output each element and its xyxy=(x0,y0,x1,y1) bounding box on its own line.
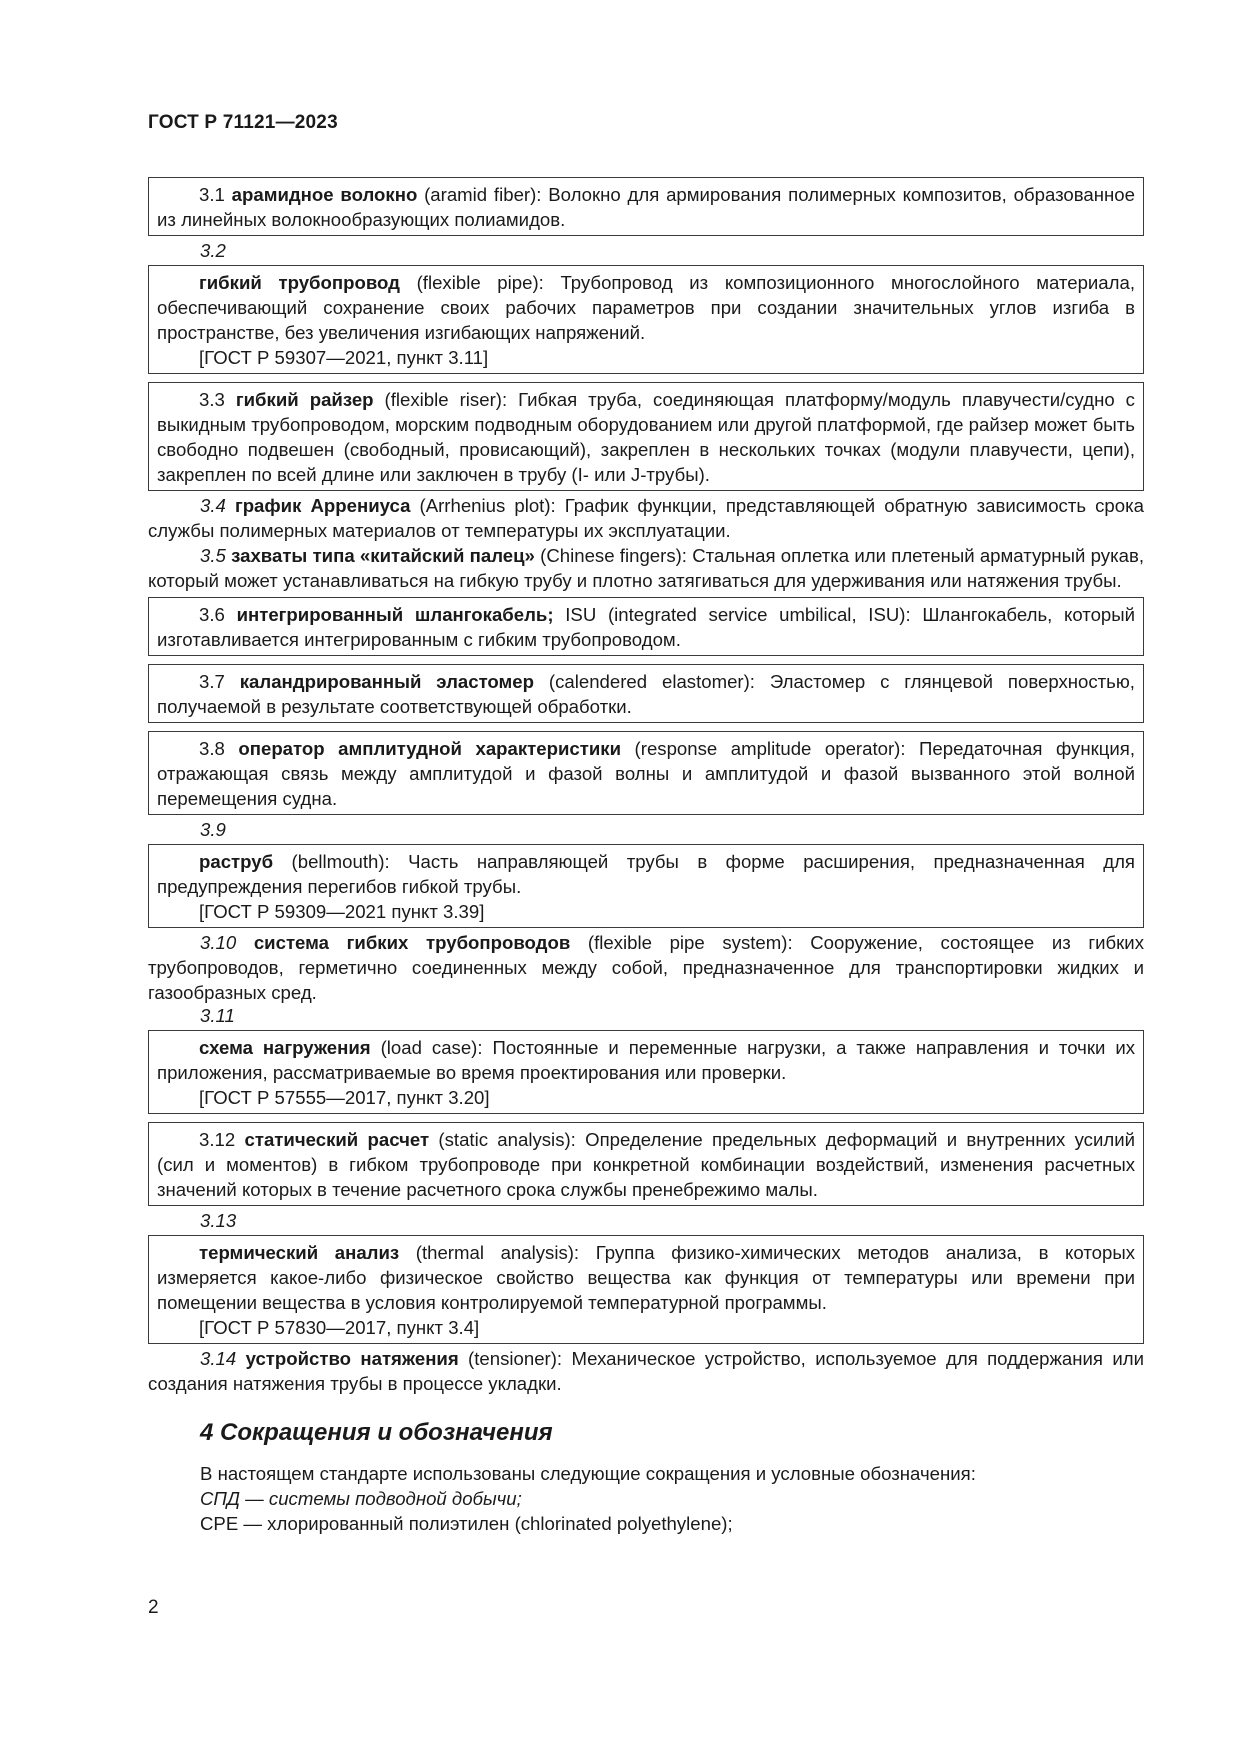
term-name: статический расчет xyxy=(244,1129,430,1150)
term-definition: (flexible pipe system): Сооружение, состоящее из гибких трубопроводов, герметично соединенных между собой, предназначенное для транспортировки жидких и газообразных сред. xyxy=(148,932,1144,1003)
term-name: интегрированный шлангокабель; xyxy=(236,604,554,625)
term-box-3-11 xyxy=(148,1030,1144,1114)
term-plain-3-4 xyxy=(148,493,1144,593)
term-box-3-9 xyxy=(148,844,1144,928)
term-name: термический анализ xyxy=(199,1242,400,1263)
term-definition: (flexible pipe): Трубопровод из композиционного многослойного материала, обеспечивающий сохранение своих рабочих параметров при создании значительных углов изгиба в пространстве, без увеличения изгибающих напряжений. xyxy=(157,272,1135,343)
abbreviations-intro: В настоящем стандарте использованы следующие сокращения и условные обозначения: xyxy=(200,1463,976,1484)
term-paragraph xyxy=(157,602,1135,652)
term-paragraph xyxy=(157,182,1135,232)
term-number-3-2: 3.2 xyxy=(200,240,226,261)
term-name: гибкий трубопровод xyxy=(199,272,400,293)
term-name: арамидное волокно xyxy=(231,184,418,205)
term-reference: [ГОСТ Р 57830—2017, пункт 3.4] xyxy=(199,1317,480,1338)
term-name: раструб xyxy=(199,851,274,872)
section-4-title: 4 Сокращения и обозначения xyxy=(200,1419,553,1446)
term-paragraph xyxy=(157,849,1135,899)
term-name: устройство натяжения xyxy=(245,1348,459,1369)
term-definition: (calendered elastomer): Эластомер с глянцевой поверхностью, получаемой в результате соответствующей обработки. xyxy=(157,671,1135,717)
term-paragraph xyxy=(157,736,1135,811)
abbreviation-item: CPE — хлорированный полиэтилен (chlorinated polyethylene); xyxy=(200,1513,733,1534)
term-definition: (Arrhenius plot): График функции, представляющей обратную зависимость срока службы полимерных материалов от температуры их эксплуатации. xyxy=(148,495,1144,541)
term-definition: (static analysis): Определение предельных деформаций и внутренних усилий (сил и моментов) в гибком трубопроводе при конкретной комбинации воздействий, изменения расчетных значений которых в течение расчетного срока службы пренебрежимо малы. xyxy=(157,1129,1135,1200)
term-definition: (response amplitude operator): Передаточная функция, отражающая связь между амплитудой и фазой волны и амплитудой и фазой вызванного этой волной перемещения судна. xyxy=(157,738,1135,809)
term-name: гибкий райзер xyxy=(235,389,374,410)
term-number: 3.10 xyxy=(200,932,237,953)
term-name: схема нагружения xyxy=(199,1037,371,1058)
term-box-3-8 xyxy=(148,731,1144,815)
term-number: 3.4 xyxy=(200,495,226,516)
term-number: 3.14 xyxy=(200,1348,237,1369)
term-paragraph xyxy=(148,930,1144,1005)
term-number-3-11: 3.11 xyxy=(200,1005,235,1026)
term-number: 3.3 xyxy=(199,389,225,410)
abbreviation-item: СПД — системы подводной добычи; xyxy=(200,1488,522,1509)
term-definition: (bellmouth): Часть направляющей трубы в форме расширения, предназначенная для предупреждения перегибов гибкой трубы. xyxy=(157,851,1135,897)
term-number: 3.5 xyxy=(200,545,226,566)
term-name: система гибких трубопроводов xyxy=(253,932,571,953)
term-box-3-12 xyxy=(148,1122,1144,1206)
term-box-3-6 xyxy=(148,597,1144,656)
term-definition: (flexible riser): Гибкая труба, соединяющая платформу/модуль плавучести/судно с выкидным трубопроводом, морским подводным оборудованием или другой платформой, где райзер может быть свободно подвешен (свободный, провисающий), закреплен в нескольких точках (модули плавучести, цепи), закреплен по всей длине или заключен в трубу (I- или J-трубы). xyxy=(157,389,1135,485)
term-plain-3-10 xyxy=(148,930,1144,1005)
term-definition: (aramid fiber): Волокно для армирования полимерных композитов, образованное из линейных волокнообразующих полиамидов. xyxy=(157,184,1135,230)
term-name: график Аррениуса xyxy=(234,495,411,516)
term-name: оператор амплитудной характеристики xyxy=(238,738,622,759)
term-paragraph xyxy=(157,387,1135,487)
term-paragraph xyxy=(157,1127,1135,1202)
terms-content xyxy=(148,177,1144,1536)
term-box-3-7 xyxy=(148,664,1144,723)
term-reference: [ГОСТ Р 59309—2021 пункт 3.39] xyxy=(199,901,485,922)
abbreviations-list xyxy=(148,1461,1144,1536)
term-paragraph xyxy=(157,1035,1135,1085)
term-reference: [ГОСТ Р 57555—2017, пункт 3.20] xyxy=(199,1087,490,1108)
term-paragraph xyxy=(157,270,1135,345)
term-definition: (Chinese fingers): Стальная оплетка или плетеный арматурный рукав, который может устанавливаться на гибкую трубу и плотно затягиваться для удерживания или натяжения трубы. xyxy=(148,545,1145,591)
term-paragraph xyxy=(148,543,1144,593)
term-name: каландрированный эластомер xyxy=(239,671,534,692)
term-number-3-9: 3.9 xyxy=(200,819,226,840)
term-definition: (tensioner): Механическое устройство, используемое для поддержания или создания натяжения трубы в процессе укладки. xyxy=(148,1348,1144,1394)
term-paragraph xyxy=(148,1346,1144,1396)
term-paragraph xyxy=(157,669,1135,719)
term-number: 3.12 xyxy=(199,1129,236,1150)
term-definition: (thermal analysis): Группа физико-химических методов анализа, в которых измеряется какое-либо физическое свойство вещества как функция от температуры или времени при помещении вещества в условия контролируемой температурной программы. xyxy=(157,1242,1135,1313)
term-box-3-13 xyxy=(148,1235,1144,1344)
term-definition: ISU (integrated service umbilical, ISU): Шлангокабель, который изготавливается интегрированным с гибким трубопроводом. xyxy=(157,604,1136,650)
term-paragraph xyxy=(148,493,1144,543)
term-definition: (load case): Постоянные и переменные нагрузки, а также направления и точки их приложения, рассматриваемые во время проектирования или проверки. xyxy=(157,1037,1135,1083)
term-number: 3.7 xyxy=(199,671,225,692)
term-number-3-13: 3.13 xyxy=(200,1210,237,1231)
term-box-3-2 xyxy=(148,265,1144,374)
term-number: 3.6 xyxy=(199,604,225,625)
term-box-3-3 xyxy=(148,382,1144,491)
term-name: захваты типа «китайский палец» xyxy=(231,545,535,566)
page-number: 2 xyxy=(148,1597,159,1618)
document-code-header: ГОСТ Р 71121—2023 xyxy=(148,112,338,133)
term-reference: [ГОСТ Р 59307—2021, пункт 3.11] xyxy=(199,347,489,368)
term-number: 3.1 xyxy=(199,184,225,205)
term-number: 3.8 xyxy=(199,738,225,759)
term-box-3-1 xyxy=(148,177,1144,236)
term-plain-3-14 xyxy=(148,1346,1144,1396)
term-paragraph xyxy=(157,1240,1135,1315)
